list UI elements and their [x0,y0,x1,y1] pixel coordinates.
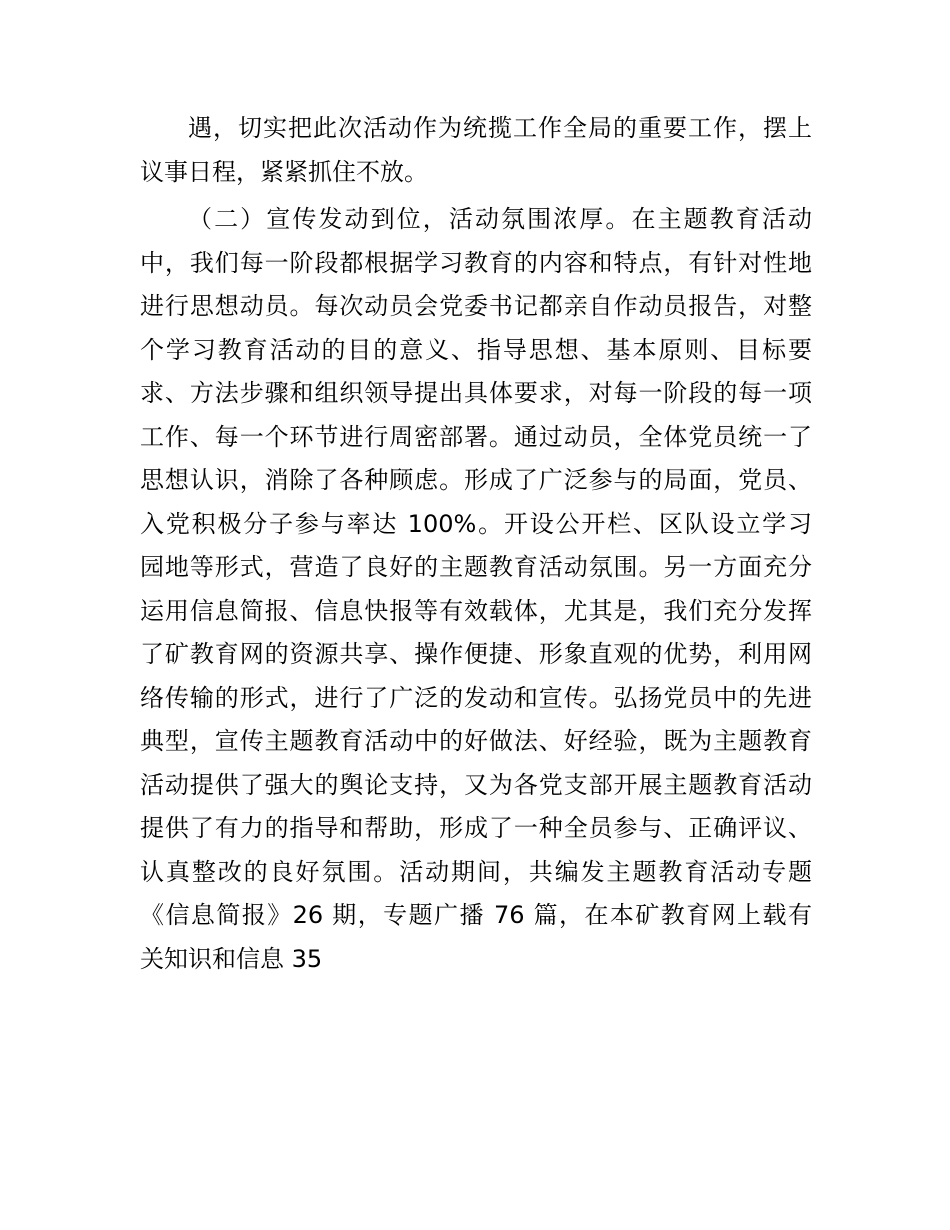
document-body [140,107,812,981]
text-line: 《信息简报》26 期，专题广播 76 篇，在本矿教育网上载有 [140,901,812,929]
text-line: 思想认识，消除了各种顾虑。形成了广泛参与的局面，党员、 [140,466,812,494]
text-line: 了矿教育网的资源共享、操作便捷、形象直观的优势，利用网 [140,640,812,668]
text-line: 遇，切实把此次活动作为统揽工作全局的重要工作，摆上 [188,114,812,142]
text-line: 典型，宣传主题教育活动中的好做法、好经验，既为主题教育 [140,727,812,755]
text-line: 议事日程，紧紧抓住不放。 [140,157,428,186]
text-line: 进行思想动员。每次动员会党委书记都亲自作动员报告，对整 [140,292,812,320]
text-line: 关知识和信息 35 [140,944,323,973]
section-heading-line: （二）宣传发动到位，活动氛围浓厚。在主题教育活动 [188,205,812,233]
text-line: 工作、每一个环节进行周密部署。通过动员，全体党员统一了 [140,422,812,451]
text-line: 求、方法步骤和组织领导提出具体要求，对每一阶段的每一项 [140,379,812,407]
text-line: 认真整改的良好氛围。活动期间，共编发主题教育活动专题 [140,857,812,886]
text-line: 运用信息简报、信息快报等有效载体，尤其是，我们充分发挥 [140,596,812,625]
text-line: 园地等形式，营造了良好的主题教育活动氛围。另一方面充分 [140,553,812,581]
text-line: 提供了有力的指导和帮助，形成了一种全员参与、正确评议、 [140,814,812,842]
text-line: 中，我们每一阶段都根据学习教育的内容和特点，有针对性地 [140,248,812,277]
text-line: 络传输的形式，进行了广泛的发动和宣传。弘扬党员中的先进 [140,683,812,712]
paragraph-publicity [140,198,812,981]
text-line: 入党积极分子参与率达 100%。开设公开栏、区队设立学习 [140,509,812,538]
paragraph-continuation [140,107,812,194]
text-line: 个学习教育活动的目的意义、指导思想、基本原则、目标要 [140,335,812,364]
text-line: 活动提供了强大的舆论支持，又为各党支部开展主题教育活动 [140,770,812,799]
